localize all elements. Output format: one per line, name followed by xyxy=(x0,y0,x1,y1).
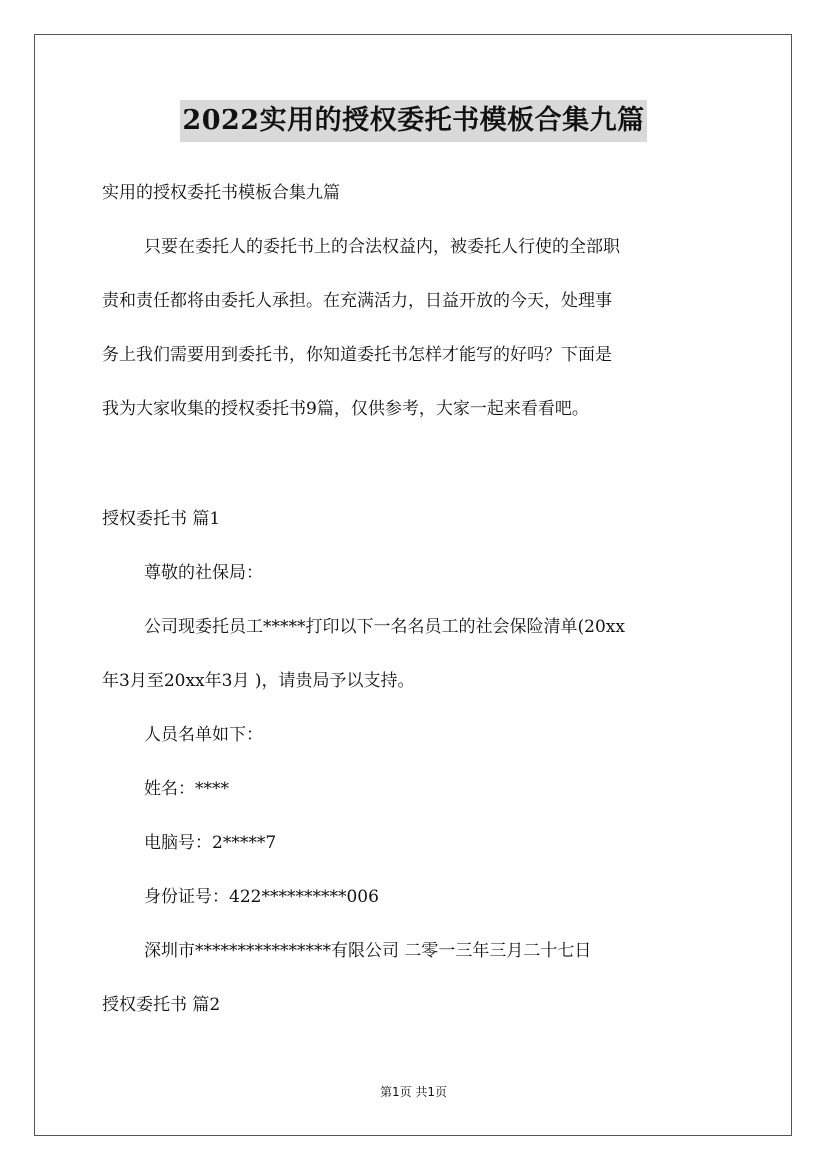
intro-line-3: 务上我们需要用到委托书，你知道委托书怎样才能写的好吗？下面是 xyxy=(102,345,612,365)
section1-body-line-2: 年3月至20xx年3月 )，请贵局予以支持。 xyxy=(102,671,415,691)
section1-name: 姓名：**** xyxy=(144,779,229,799)
page-footer: 第1页 共1页 xyxy=(379,1085,448,1099)
intro-line-2: 责和责任都将由委托人承担。在充满活力，日益开放的今天，处理事 xyxy=(102,291,612,311)
section1-id-no: 身份证号：422**********006 xyxy=(144,887,379,907)
document-title: 2022实用的授权委托书模板合集九篇 xyxy=(180,100,646,142)
section1-salutation: 尊敬的社保局： xyxy=(144,563,263,583)
section1-heading: 授权委托书 篇1 xyxy=(102,509,221,529)
section1-signature: 深圳市****************有限公司 二零一三年三月二十七日 xyxy=(144,941,592,961)
document-subtitle: 实用的授权委托书模板合集九篇 xyxy=(102,183,340,203)
section1-computer-no: 电脑号：2*****7 xyxy=(144,833,277,853)
section1-list-intro: 人员名单如下： xyxy=(144,725,263,745)
intro-line-1: 只要在委托人的委托书上的合法权益内，被委托人行使的全部职 xyxy=(144,237,620,257)
title-container xyxy=(0,100,827,142)
section1-body-line-1: 公司现委托员工*****打印以下一名名员工的社会保险清单(20xx xyxy=(144,617,625,637)
section2-heading: 授权委托书 篇2 xyxy=(102,995,221,1015)
intro-line-4: 我为大家收集的授权委托书9篇，仅供参考，大家一起来看看吧。 xyxy=(102,399,589,419)
